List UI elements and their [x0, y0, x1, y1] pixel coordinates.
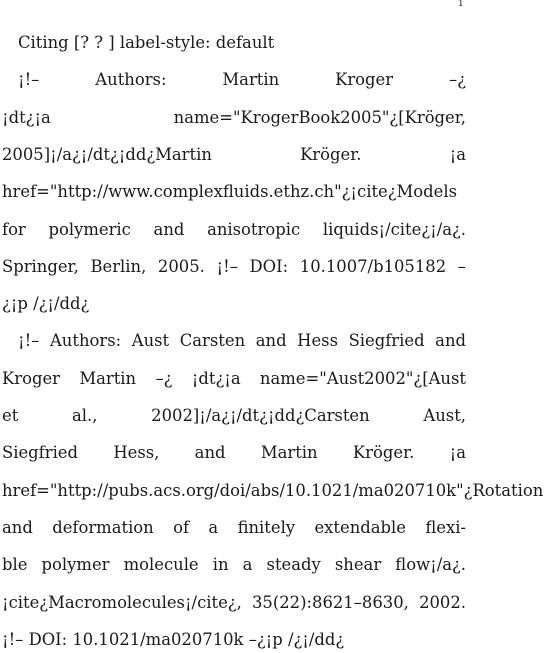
- entry-2-text-line: ¡cite¿Macromolecules¡/cite¿, 35(22):8621–8630, 2002.: [2, 593, 466, 612]
- entry-1-text-line: ¡!– Authors: Martin Kroger –¿: [18, 70, 466, 89]
- entry-1-text-line: href="http://www.complexfluids.ethz.ch"¿¡cite¿Models: [2, 182, 458, 201]
- entry-2-text-line: et al., 2002]¡/a¿¡/dt¿¡dd¿Carsten Aust,: [2, 406, 466, 425]
- entry-1-text-line: ¿¡p /¿¡/dd¿: [2, 294, 90, 313]
- entry-2-text-line: Kroger Martin –¿ ¡dt¿¡a name="Aust2002"¿[Aust: [2, 369, 466, 388]
- citing-heading-line: Citing [? ? ] label-style: default: [18, 33, 275, 52]
- entry-1-text-line: Springer, Berlin, 2005. ¡!– DOI: 10.1007/b105182 –: [2, 257, 466, 276]
- entry-2-text-line: ble polymer molecule in a steady shear flow¡/a¿.: [2, 555, 466, 574]
- entry-1-text-line: for polymeric and anisotropic liquids¡/cite¿¡/a¿.: [2, 220, 466, 239]
- entry-2-text-line: Siegfried Hess, and Martin Kröger. ¡a: [2, 443, 466, 462]
- entry-2-text-line: and deformation of a finitely extendable flexi-: [2, 518, 466, 537]
- entry-2-text-line: href="http://pubs.acs.org/doi/abs/10.1021/ma020710k"¿Rotation: [2, 481, 544, 500]
- page-number: 1: [458, 0, 464, 9]
- entry-1-text-line: ¡dt¿¡a name="KrogerBook2005"¿[Kröger,: [2, 108, 466, 127]
- entry-2-text-line: ¡!– Authors: Aust Carsten and Hess Siegfried and: [18, 331, 466, 350]
- entry-2-text-line: ¡!– DOI: 10.1021/ma020710k –¿¡p /¿¡/dd¿: [2, 630, 345, 649]
- entry-1-text-line: 2005]¡/a¿¡/dt¿¡dd¿Martin Kröger. ¡a: [2, 145, 466, 164]
